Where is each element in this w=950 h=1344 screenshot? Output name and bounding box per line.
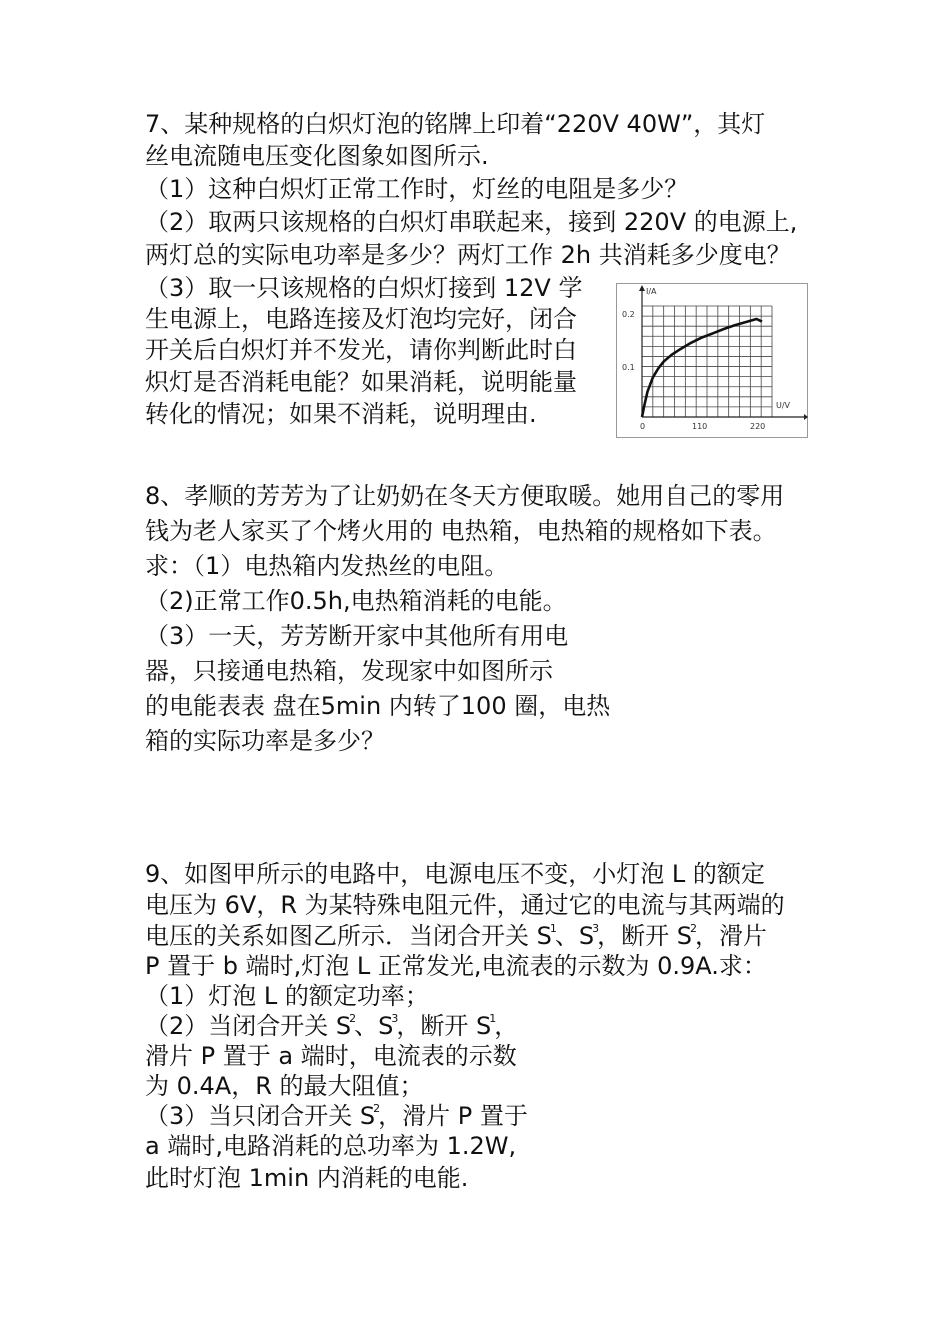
subscript-1b: 1 [489,1012,497,1025]
q7-line-10: 转化的情况；如果不消耗，说明理由. [145,400,537,428]
x-tick-220: 220 [750,422,766,431]
q9-line-6-part-a: （2）当闭合开关 S [145,1012,352,1040]
subscript-3b: 3 [391,1012,399,1025]
current-voltage-chart [616,283,808,438]
q9-line-11: 此时灯泡 1min 内消耗的电能. [145,1164,469,1192]
q7-line-7: 生电源上，电路连接及灯泡均完好，闭合 [145,305,577,333]
q9-line-10: a 端时,电路消耗的总功率为 1.2W, [145,1132,517,1160]
q7-line-6: （3）取一只该规格的白炽灯接到 12V 学 [145,274,583,302]
q9-line-3-part-d: ，滑片 [694,922,767,950]
subscript-2: 2 [689,922,697,935]
q8-line-6: 器，只接通电热箱，发现家中如图所示 [145,657,553,685]
q9-line-4: P 置于 b 端时,灯泡 L 正常发光,电流表的示数为 0.9A.求： [145,952,767,980]
x-tick-0: 0 [640,422,646,431]
x-tick-110: 110 [692,422,708,431]
subscript-1: 1 [549,922,557,935]
q8-line-5: （3）一天，芳芳断开家中其他所有用电 [145,622,569,650]
q8-line-1: 8、孝顺的芳芳为了让奶奶在冬天方便取暖。她用自己的零用 [145,482,785,510]
q8-line-4: （2)正常工作0.5h,电热箱消耗的电能。 [145,587,567,615]
q9-line-3-part-a: 电压的关系如图乙所示．当闭合开关 S [145,922,552,950]
subscript-2b: 2 [349,1012,357,1025]
q9-line-9-part-a: （3）当只闭合开关 S [145,1102,376,1130]
q8-line-8: 箱的实际功率是多少？ [145,727,385,755]
q9-line-8: 为 0.4A，R 的最大阻值； [145,1072,424,1100]
y-tick-0.2: 0.2 [622,310,635,319]
q7-line-3: （1）这种白炽灯正常工作时，灯丝的电阻是多少？ [145,175,689,203]
q7-line-8: 开关后白炽灯并不发光，请你判断此时白 [145,336,577,364]
q9-line-6-part-c: ，断开 S [396,1012,492,1040]
q9-line-3-part-c: ，断开 S [597,922,692,950]
q9-line-6-part-d: ， [494,1012,519,1040]
subscript-3: 3 [592,922,600,935]
y-tick-0.1: 0.1 [622,363,635,372]
q7-line-5: 两灯总的实际电功率是多少？两灯工作 2h 共消耗多少度电？ [145,241,791,269]
q8-line-2: 钱为老人家买了个烤火用的 电热箱，电热箱的规格如下表。 [145,517,777,545]
q9-line-1: 9、如图甲所示的电路中，电源电压不变，小灯泡 L 的额定 [145,860,765,888]
q7-line-1: 7、某种规格的白炽灯泡的铭牌上印着“220V 40W”，其灯 [145,110,766,138]
q7-line-9: 炽灯是否消耗电能？如果消耗，说明能量 [145,368,577,396]
q9-line-3-part-b: 、S [554,922,595,950]
y-axis-label: I/A [646,287,657,296]
q9-line-9-part-b: ，滑片 P 置于 [378,1102,528,1130]
q9-line-6-part-b: 、S [354,1012,394,1040]
q8-line-7: 的电能表表 盘在5min 内转了100 圈，电热 [145,692,611,720]
subscript-2c: 2 [373,1102,381,1115]
q7-line-4: （2）取两只该规格的白炽灯串联起来，接到 220V 的电源上, [145,208,798,236]
q9-line-7: 滑片 P 置于 a 端时，电流表的示数 [145,1042,517,1070]
q9-line-5: （1）灯泡 L 的额定功率； [145,982,429,1010]
q8-line-3: 求：（1）电热箱内发热丝的电阻。 [145,552,509,580]
x-axis-label: U/V [776,401,791,410]
q9-line-2: 电压为 6V，R 为某特殊电阻元件，通过它的电流与其两端的 [145,891,785,919]
q7-line-2: 丝电流随电压变化图象如图所示. [145,142,489,170]
